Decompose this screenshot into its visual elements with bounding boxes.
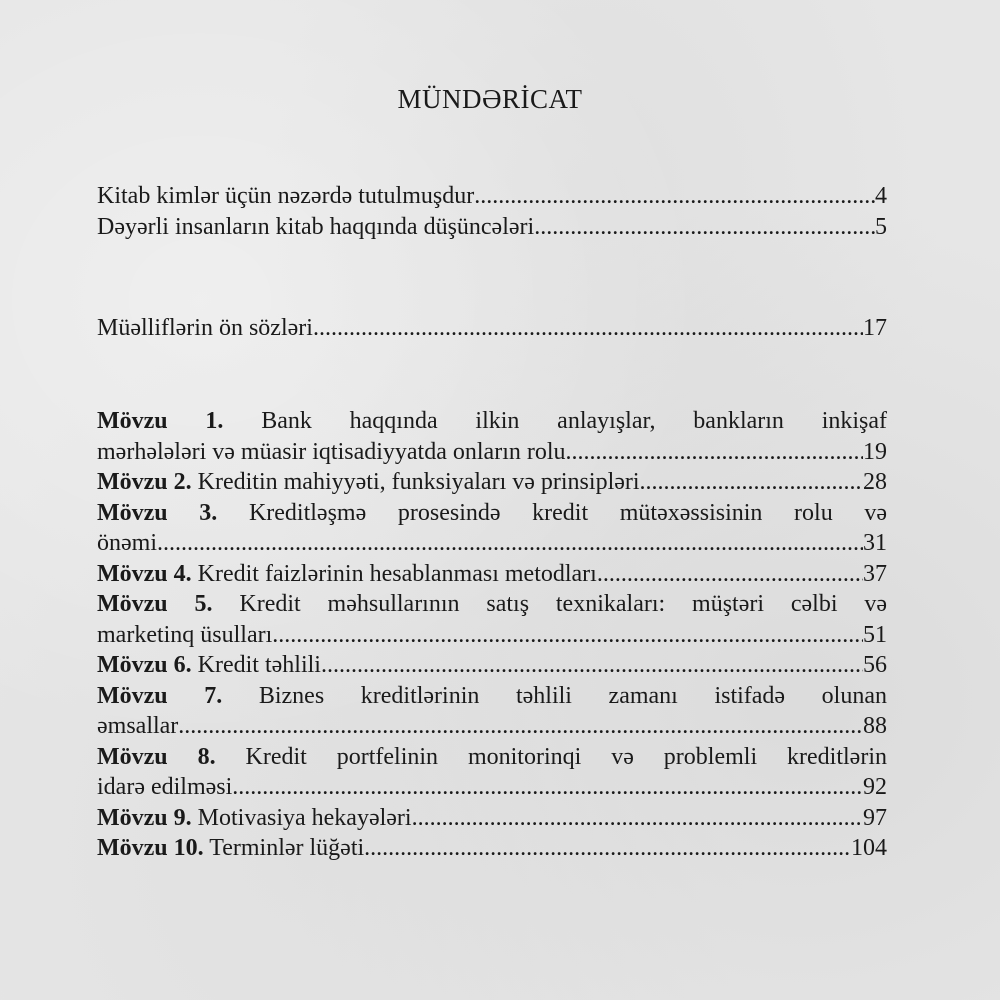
toc-entry-title-cont: marketinq üsulları (97, 621, 273, 648)
toc-entry (97, 559, 887, 590)
toc-page-number: 88 (863, 713, 887, 739)
toc-entry-line2 (97, 772, 887, 803)
toc-entry-title-cont: mərhələləri və müasir iqtisadiyyatda onların rolu (97, 438, 566, 465)
preface-section (97, 313, 887, 344)
toc-page-number: 19 (863, 438, 887, 465)
dot-leader (364, 833, 851, 864)
topic-label: Mövzu 3. (97, 499, 218, 526)
toc-entry-line2 (97, 437, 887, 468)
toc-entry-line2 (97, 620, 887, 651)
toc-entry-line1 (97, 681, 887, 712)
toc-entry-title: Kredit faizlərinin hesablanması metodları (197, 560, 597, 587)
toc-entry-title: Kitab kimlər üçün nəzərdə tutulmuşdur (97, 183, 475, 209)
intro-section (97, 181, 887, 242)
topic-label: Mövzu 8. (97, 743, 216, 770)
toc-entry-title-cont: önəmi (97, 530, 157, 556)
toc-entry (97, 833, 887, 864)
toc-entry-title: Kredit məhsullarının satış texnikaları: müştəri cəlbi və (239, 591, 888, 617)
toc-entry-title: Terminlər lüğəti (209, 835, 365, 861)
toc-entry-title: Biznes kreditlərinin təhlili zamanı istifadə olunan (258, 682, 887, 709)
toc-entry-line1 (97, 742, 887, 773)
toc-page-number: 31 (863, 530, 887, 556)
toc-entry (97, 181, 887, 212)
toc-entry (97, 212, 887, 243)
dot-leader (178, 711, 863, 742)
toc-entry-line2 (97, 711, 887, 742)
toc-page-number: 5 (875, 213, 887, 240)
page-title: MÜNDƏRİCAT (397, 84, 583, 114)
toc-page-number: 56 (863, 652, 887, 678)
topic-label: Mövzu 7. (97, 682, 223, 709)
toc-entry-title: Bank haqqında ilkin anlayışlar, bankların inkişaf (261, 408, 888, 434)
dot-leader (534, 212, 875, 243)
toc-entry-title: Motivasiya hekayələri (197, 804, 412, 831)
toc-page-number: 92 (863, 774, 887, 800)
toc-page-number: 97 (863, 804, 887, 831)
toc-entry-line1 (97, 498, 887, 529)
dot-leader (157, 528, 863, 559)
toc-entry-line2 (97, 528, 887, 559)
toc-entry (97, 467, 887, 498)
toc-entry-title-cont: idarə edilməsi (97, 774, 233, 800)
toc-entry-title: Kreditləşmə prosesində kredit mütəxəssisinin rolu və (248, 499, 888, 526)
toc-page-number: 37 (863, 560, 887, 587)
toc-page-number: 4 (875, 183, 887, 209)
topic-label: Mövzu 1. (97, 408, 224, 434)
toc-entry-title: Müəlliflərin ön sözləri (97, 315, 313, 341)
topic-label: Mövzu 5. (97, 591, 213, 617)
dot-leader (232, 772, 863, 803)
dot-leader (597, 559, 863, 590)
toc-entry-title: Kredit təhlili (197, 652, 321, 678)
toc-entry-line1 (97, 589, 887, 620)
toc-entry-title: Kreditin mahiyyəti, funksiyaları və prinsipləri (197, 469, 640, 495)
toc-entry-title: Kredit portfelinin monitorinqi və problemli kreditlərin (245, 743, 887, 770)
topic-label: Mövzu 9. (97, 804, 192, 831)
toc-entry-title: Dəyərli insanların kitab haqqında düşüncələri (97, 213, 535, 240)
dot-leader (272, 620, 863, 651)
topic-label: Mövzu 2. (97, 469, 192, 495)
toc-entry (97, 803, 887, 834)
toc-entry (97, 650, 887, 681)
topic-label: Mövzu 10. (97, 835, 204, 861)
dot-leader (313, 313, 863, 344)
dot-leader (640, 467, 863, 498)
topic-label: Mövzu 6. (97, 652, 192, 678)
dot-leader (566, 437, 863, 468)
toc-page-number: 51 (863, 621, 887, 648)
toc-entry-line1 (97, 406, 887, 437)
toc-page-number: 28 (863, 469, 887, 495)
toc-page-number: 17 (863, 315, 887, 341)
dot-leader (474, 181, 875, 212)
topic-label: Mövzu 4. (97, 560, 192, 587)
toc-page-number: 104 (851, 835, 887, 861)
topics-section (97, 406, 887, 864)
dot-leader (321, 650, 863, 681)
toc-entry (97, 313, 887, 344)
dot-leader (412, 803, 863, 834)
toc-entry-title-cont: əmsallar (97, 713, 179, 739)
